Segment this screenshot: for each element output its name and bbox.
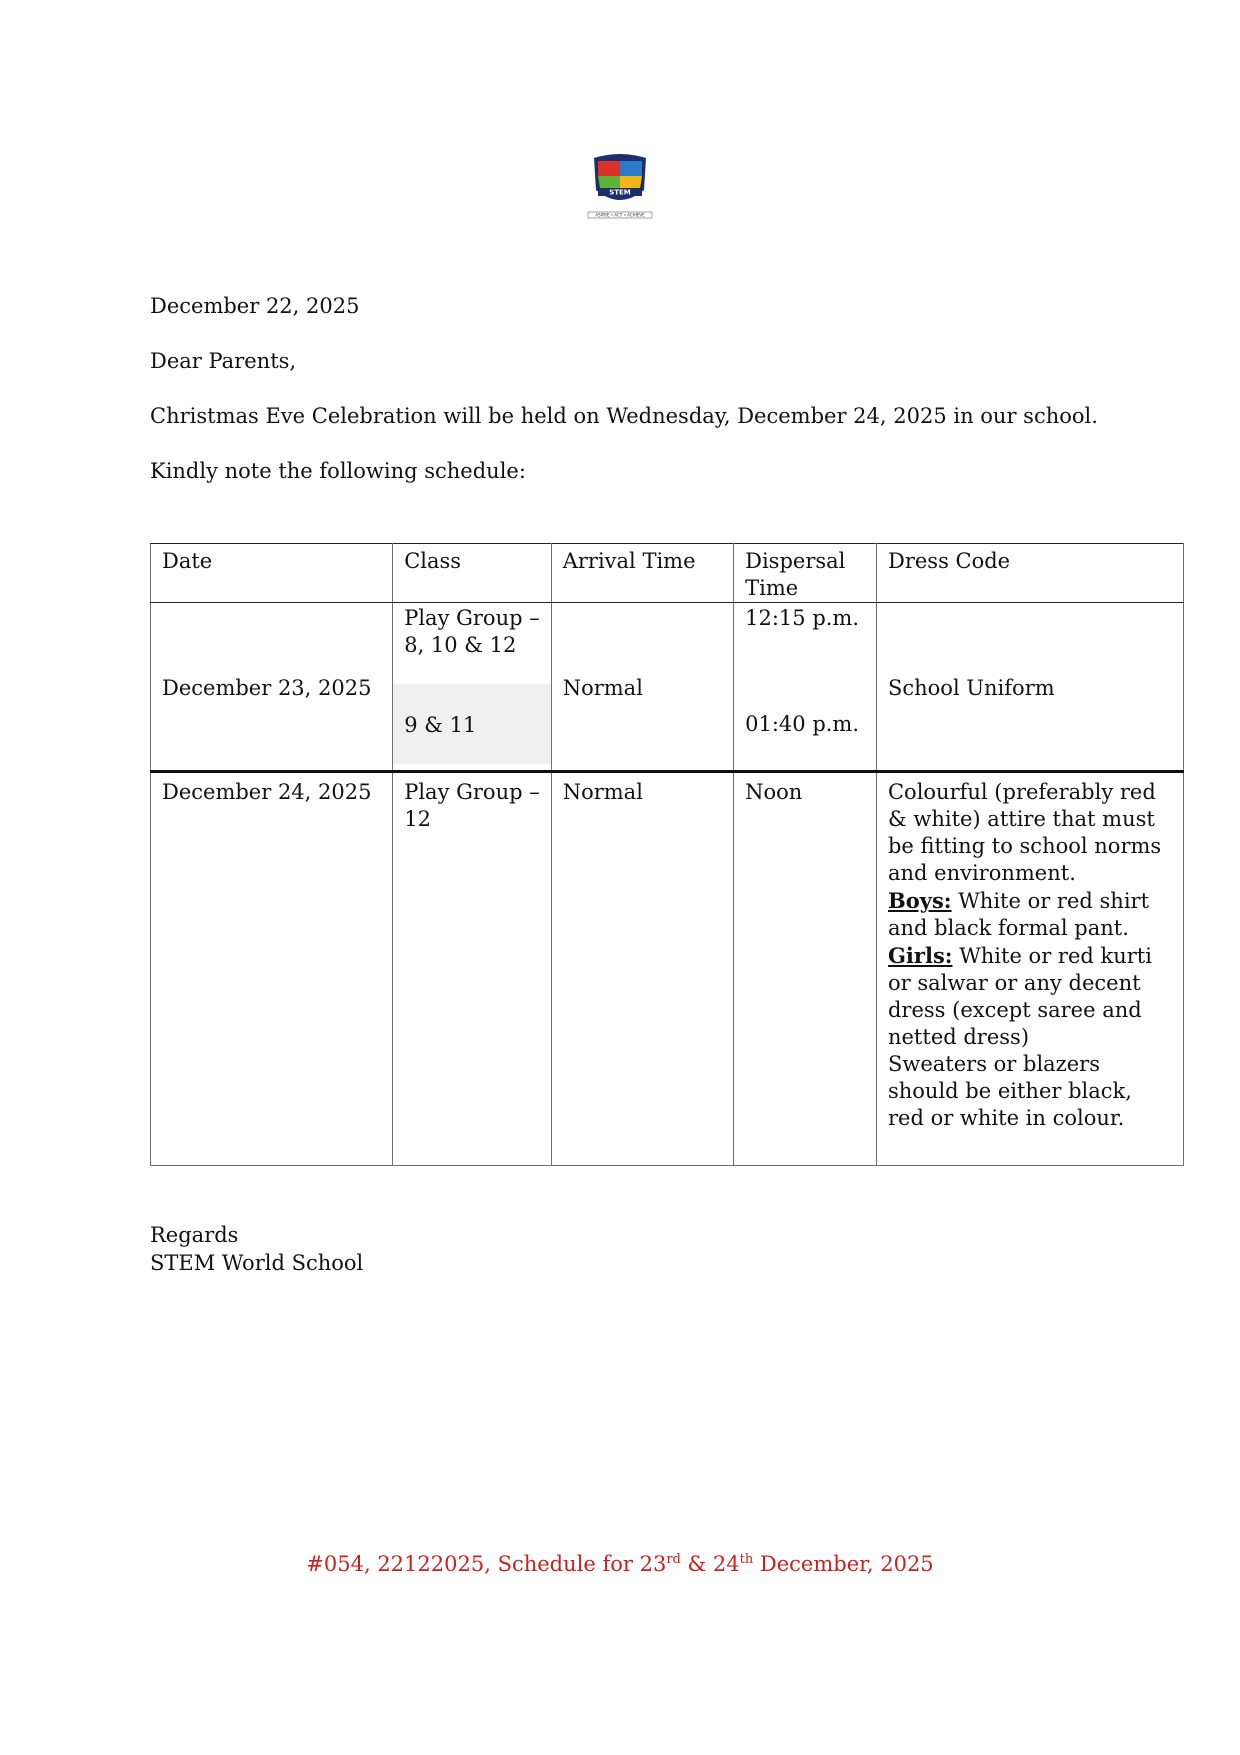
svg-text:ASPIRE • ACT • ACHIEVE: ASPIRE • ACT • ACHIEVE xyxy=(595,212,645,218)
row1-dispersal-b: 01:40 p.m. xyxy=(745,712,860,736)
table-row xyxy=(151,772,1184,1166)
row1-arrival: Normal xyxy=(551,603,733,772)
girls-label: Girls: xyxy=(887,943,953,968)
document-footer-reference xyxy=(0,1552,1240,1576)
row2-arrival: Normal xyxy=(551,772,733,1166)
row1-dispersal xyxy=(734,603,877,772)
footer-suffix: December, 2025 xyxy=(753,1552,934,1576)
boys-label: Boys: xyxy=(887,888,952,913)
table-row xyxy=(151,603,1184,772)
schedule-intro: Kindly note the following schedule: xyxy=(150,459,526,483)
schedule-table xyxy=(150,543,1184,1166)
header-class: Class xyxy=(393,544,552,603)
girls-text: White or red kurti or salwar or any decent dress (except saree and netted dress) xyxy=(887,944,1152,1049)
header-date: Date xyxy=(151,544,393,603)
footer-mid: & 24 xyxy=(680,1552,740,1576)
footer-prefix: #054, 22122025, Schedule for 23 xyxy=(306,1552,667,1576)
row1-dispersal-a: 12:15 p.m. xyxy=(745,606,860,630)
row2-class: Play Group – 12 xyxy=(393,772,552,1166)
signature: STEM World School xyxy=(150,1251,364,1275)
row2-dress-code xyxy=(876,772,1183,1166)
footer-sup-rd: rd xyxy=(666,1552,681,1567)
row1-dress-code: School Uniform xyxy=(876,603,1183,772)
row1-date: December 23, 2025 xyxy=(151,603,393,772)
table-header-row xyxy=(151,544,1184,603)
closing: Regards xyxy=(150,1223,239,1247)
footer-sup-th: th xyxy=(739,1552,754,1567)
header-dispersal-time: Dispersal Time xyxy=(734,544,877,603)
dress-intro: Colourful (preferably red & white) attire that must be fitting to school norms and environment. xyxy=(887,780,1162,885)
header-arrival-time: Arrival Time xyxy=(551,544,733,603)
announcement-text: Christmas Eve Celebration will be held on Wednesday, December 24, 2025 in our school. xyxy=(150,404,1098,428)
sweaters-text: Sweaters or blazers should be either black, red or white in colour. xyxy=(887,1052,1132,1130)
svg-text:STEM: STEM xyxy=(609,188,631,197)
row1-class-b: 9 & 11 xyxy=(393,684,551,764)
header-dress-code: Dress Code xyxy=(876,544,1183,603)
salutation: Dear Parents, xyxy=(150,349,297,373)
school-logo-icon xyxy=(584,150,656,222)
row2-date: December 24, 2025 xyxy=(151,772,393,1166)
letter-date: December 22, 2025 xyxy=(150,294,360,318)
boys-text: White or red shirt and black formal pant. xyxy=(887,889,1150,940)
row1-class-a: Play Group – 8, 10 & 12 xyxy=(404,606,540,657)
row2-dispersal: Noon xyxy=(734,772,877,1166)
row1-class xyxy=(393,603,552,772)
